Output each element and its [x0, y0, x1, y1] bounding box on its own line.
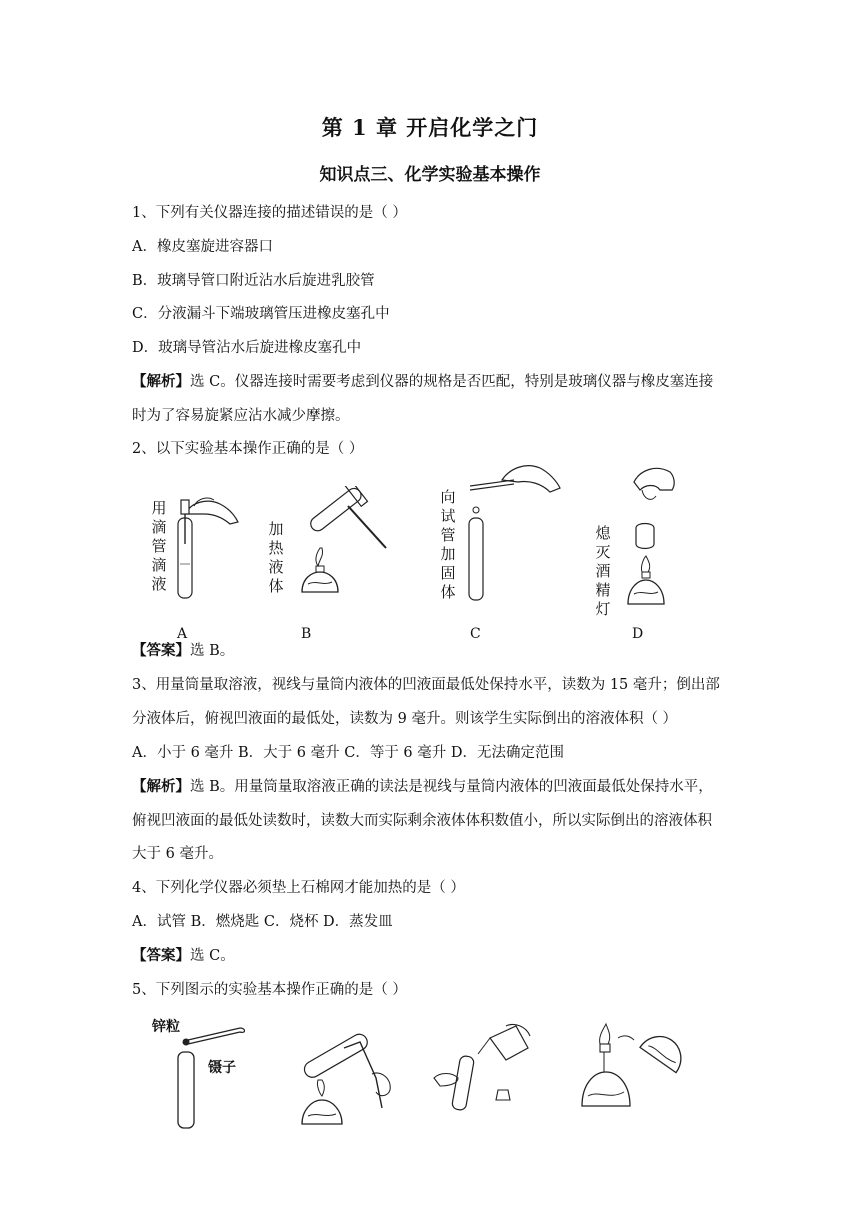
q1-analysis [132, 372, 713, 392]
caption-char: 向 [440, 488, 456, 506]
q2-figure-d-caption [595, 524, 611, 619]
q5-label-zinc: 锌粒 [152, 1019, 180, 1035]
caption-char: 管 [440, 526, 456, 544]
caption-char: 管 [151, 537, 167, 555]
q2-figure-c-caption [440, 488, 456, 602]
q4-answer-tag: 【答案】 [132, 947, 190, 964]
q1-stem: 1、下列有关仪器连接的描述错误的是（ ） [132, 205, 407, 221]
q3-analysis [132, 777, 713, 797]
q2-letter-b: B [301, 626, 312, 642]
q2-figure-b-heating [286, 486, 396, 606]
q5-figure-4-lighting [578, 1020, 688, 1130]
caption-char: 酒 [595, 562, 611, 580]
q5-stem: 5、下列图示的实验基本操作正确的是（ ） [132, 982, 407, 998]
caption-char: 滴 [151, 556, 167, 574]
q3-analysis-cont-1: 俯视凹液面的最低处读数时，读数大而实际剩余液体体积数值小，所以实际倒出的溶液体积 [132, 813, 712, 829]
q2-answer-text: 选 B。 [190, 643, 235, 659]
q1-analysis-cont: 时为了容易旋紧应沾水减少摩擦。 [132, 408, 350, 424]
caption-char: 用 [151, 499, 167, 517]
q5-figure-1-zinc [160, 1016, 250, 1131]
caption-char: 液 [268, 558, 284, 576]
q3-stem-1: 3、用量筒量取溶液，视线与量筒内液体的凹液面最低处保持水平，读数为 15 毫升；倒出部 [132, 677, 720, 693]
q2-letter-a: A [177, 626, 188, 642]
section-subtitle: 知识点三、化学实验基本操作 [319, 165, 541, 185]
q2-letter-d: D [632, 626, 644, 642]
caption-char: 热 [268, 539, 284, 557]
q2-figure-c-solid [458, 460, 568, 605]
q3-options: A．小于 6 毫升 B．大于 6 毫升 C．等于 6 毫升 D．无法确定范围 [132, 745, 565, 761]
caption-char: 灯 [595, 600, 611, 618]
q4-stem: 4、下列化学仪器必须垫上石棉网才能加热的是（ ） [132, 880, 465, 896]
q1-option-c: C．分液漏斗下端玻璃管压进橡皮塞孔中 [132, 306, 390, 322]
caption-char: 体 [268, 577, 284, 595]
caption-char: 液 [151, 575, 167, 593]
caption-char: 滴 [151, 518, 167, 536]
q2-letter-c: C [470, 626, 481, 642]
q2-answer-tag: 【答案】 [132, 642, 190, 659]
caption-char: 固 [440, 564, 456, 582]
q3-stem-2: 分液体后，俯视凹液面的最低处，读数为 9 毫升。则该学生实际倒出的溶液体积（ ） [132, 711, 678, 727]
q2-answer [132, 641, 234, 661]
q4-answer [132, 946, 235, 966]
q1-analysis-text-1: 选 C。仪器连接时需要考虑到仪器的规格是否匹配，特别是玻璃仪器与橡皮塞连接 [190, 374, 714, 390]
q2-figure-b-caption [268, 520, 284, 596]
q3-analysis-tag: 【解析】 [132, 778, 190, 795]
q1-analysis-tag: 【解析】 [132, 373, 190, 390]
chapter-title: 第 1 章 开启化学之门 [321, 115, 539, 140]
caption-char: 加 [440, 545, 456, 563]
q1-option-a: A．橡皮塞旋进容器口 [132, 239, 273, 255]
q2-figure-a-caption [151, 499, 167, 594]
q2-figure-d-extinguish [612, 460, 692, 620]
q1-option-b: B．玻璃导管口附近沾水后旋进乳胶管 [132, 273, 375, 289]
caption-char: 体 [440, 583, 456, 601]
q5-label-tweezers: 镊子 [208, 1060, 236, 1076]
q3-analysis-text-1: 选 B。用量筒量取溶液正确的读法是视线与量筒内液体的凹液面最低处保持水平， [190, 779, 713, 795]
caption-char: 熄 [595, 524, 611, 542]
q2-figure-a-dropper [168, 484, 248, 604]
q5-figure-3-pouring [430, 1020, 540, 1120]
caption-char: 试 [440, 507, 456, 525]
q1-option-d: D．玻璃导管沾水后旋进橡皮塞孔中 [132, 340, 362, 356]
caption-char: 精 [595, 581, 611, 599]
q4-answer-text: 选 C。 [190, 948, 235, 964]
caption-char: 灭 [595, 543, 611, 561]
caption-char: 加 [268, 520, 284, 538]
q4-options: A．试管 B．燃烧匙 C．烧杯 D．蒸发皿 [132, 914, 393, 930]
q5-figure-2-heating [296, 1018, 406, 1128]
q3-analysis-cont-2: 大于 6 毫升。 [132, 846, 223, 862]
q2-stem: 2、以下实验基本操作正确的是（ ） [132, 441, 364, 457]
